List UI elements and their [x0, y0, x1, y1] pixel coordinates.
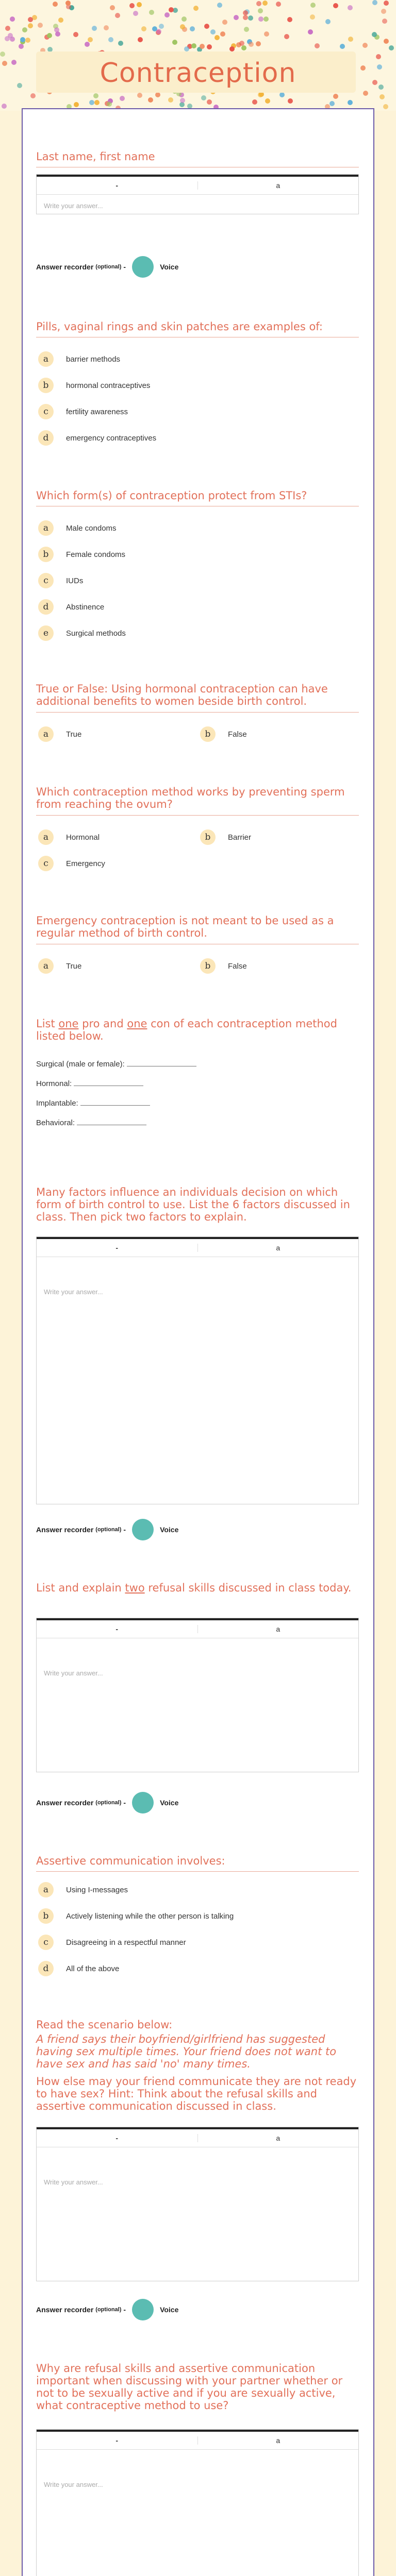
option-letter-badge: d	[38, 599, 54, 615]
confetti-dot	[310, 14, 315, 20]
question-12-label: Why are refusal skills and assertive communication important when discussing with your partner whether or not to be sexually active and if you are sexually active, what contraceptive method to use?	[36, 2362, 343, 2412]
voice-record-button[interactable]	[132, 256, 154, 278]
toolbar-minus-button[interactable]: -	[116, 2436, 119, 2445]
option-text: Surgical methods	[66, 629, 126, 638]
option-letter-badge: a	[38, 958, 54, 974]
confetti-dot	[380, 94, 385, 99]
confetti-dot	[107, 101, 112, 107]
option-q2-d[interactable]	[38, 430, 156, 446]
option-q10-b[interactable]	[38, 1908, 234, 1924]
confetti-dot	[384, 1, 389, 6]
question-5-label: Which contraception method works by preventing sperm from reaching the ovum?	[36, 786, 345, 810]
answer-placeholder: Write your answer...	[44, 2178, 103, 2186]
confetti-dot	[382, 19, 387, 24]
label-emphasis: two	[125, 1582, 145, 1594]
confetti-dot	[265, 98, 270, 104]
option-letter-badge: c	[38, 1935, 54, 1950]
confetti-dot	[362, 43, 368, 48]
voice-label: Voice	[160, 263, 179, 271]
confetti-dot	[137, 2, 142, 7]
answer-recorder	[36, 2299, 178, 2320]
confetti-dot	[120, 96, 125, 101]
voice-record-button[interactable]	[132, 2299, 154, 2320]
confetti-dot	[110, 5, 115, 10]
answer-box-q8[interactable]	[36, 1236, 359, 1504]
confetti-dot	[149, 10, 154, 15]
confetti-dot	[204, 24, 209, 29]
answer-box-q1[interactable]	[36, 174, 359, 214]
page-title: Contraception	[100, 58, 296, 89]
confetti-dot	[74, 102, 79, 107]
confetti-dot	[2, 104, 7, 109]
confetti-dot	[249, 42, 254, 47]
confetti-dot	[28, 17, 33, 22]
confetti-dot	[348, 37, 353, 42]
answer-box-q12[interactable]	[36, 2429, 359, 2576]
confetti-dot	[201, 95, 206, 100]
option-letter-badge: b	[200, 726, 216, 742]
option-letter-badge: a	[38, 829, 54, 845]
confetti-dot	[276, 2, 281, 7]
toolbar-format-button[interactable]: a	[197, 181, 359, 190]
confetti-dot	[241, 45, 246, 50]
option-q5-c[interactable]	[38, 856, 105, 871]
option-letter-badge: e	[38, 625, 54, 641]
question-2-label: Pills, vaginal rings and skin patches are examples of:	[36, 320, 323, 333]
fill-row-behavioral	[36, 1117, 146, 1127]
question-9-label	[36, 1582, 359, 1594]
option-text: False	[228, 961, 247, 971]
question-1-label: Last name, first name	[36, 150, 155, 163]
option-text: Abstinence	[66, 602, 105, 612]
recorder-label: Answer recorder	[36, 1526, 94, 1534]
confetti-dot	[243, 15, 248, 20]
question-11-label: How else may your friend communicate they are not ready to have sex? Hint: Think about the refusal skills and assertive communication discussed in class.	[36, 2075, 357, 2112]
toolbar-minus-button[interactable]: -	[116, 2134, 119, 2142]
voice-label: Voice	[160, 1526, 179, 1534]
toolbar-minus-button[interactable]: -	[116, 181, 119, 190]
option-letter-badge: c	[38, 856, 54, 871]
confetti-dot	[104, 25, 109, 30]
option-q10-c[interactable]	[38, 1935, 186, 1950]
editor-toolbar	[37, 175, 358, 195]
confetti-dot	[30, 93, 36, 98]
editor-toolbar	[37, 1618, 358, 1638]
confetti-dot	[20, 37, 25, 42]
confetti-dot	[389, 45, 394, 50]
confetti-dot	[279, 92, 285, 97]
option-q2-b[interactable]	[38, 378, 150, 393]
recorder-dash: -	[123, 1799, 126, 1807]
confetti-dot	[191, 43, 196, 48]
confetti-dot	[310, 3, 316, 8]
confetti-dot	[264, 31, 269, 37]
fill-row-implantable	[36, 1098, 150, 1108]
confetti-dot	[19, 44, 24, 49]
voice-record-button[interactable]	[132, 1792, 154, 1814]
toolbar-minus-button[interactable]: -	[116, 1625, 119, 1633]
confetti-dot	[190, 26, 195, 31]
question-6-label: Emergency contraception is not meant to be used as a regular method of birth control.	[36, 914, 334, 939]
answer-placeholder: Write your answer...	[44, 202, 103, 210]
confetti-dot	[234, 15, 239, 20]
confetti-dot	[333, 94, 338, 99]
recorder-dash: -	[123, 2306, 126, 2314]
fill-row-surgical	[36, 1059, 196, 1069]
confetti-dot	[180, 24, 185, 29]
option-q5-b[interactable]	[200, 829, 251, 845]
option-letter-badge: a	[38, 520, 54, 536]
option-q10-a[interactable]	[38, 1882, 128, 1897]
option-q3-a[interactable]	[38, 520, 117, 536]
editor-toolbar	[37, 2430, 358, 2450]
confetti-dot	[164, 12, 170, 18]
question-7-label	[36, 1018, 359, 1042]
confetti-dot	[262, 1, 268, 6]
confetti-dot	[263, 16, 269, 22]
fill-row-label: Hormonal:	[36, 1079, 72, 1088]
confetti-dot	[182, 16, 187, 22]
confetti-dot	[239, 41, 244, 46]
confetti-dot	[28, 23, 33, 28]
confetti-dot	[88, 37, 93, 42]
confetti-dot	[384, 39, 389, 44]
confetti-dot	[0, 52, 5, 57]
confetti-dot	[32, 15, 37, 20]
confetti-dot	[138, 37, 143, 42]
confetti-dot	[148, 97, 153, 103]
confetti-dot	[258, 8, 263, 13]
option-letter-badge: b	[38, 547, 54, 562]
confetti-dot	[207, 99, 212, 105]
option-text: Emergency	[66, 859, 105, 868]
question-8-label: Many factors influence an individuals decision on which form of birth control to use. List the 6 factors discussed in class. Then pick two factors to explain.	[36, 1186, 350, 1223]
confetti-dot	[115, 13, 120, 18]
option-text: Barrier	[228, 833, 252, 842]
option-q2-a[interactable]	[38, 351, 120, 367]
option-letter-badge: b	[38, 378, 54, 393]
option-q3-c[interactable]	[38, 573, 83, 588]
option-text: emergency contraceptives	[66, 433, 157, 443]
confetti-dot	[258, 92, 263, 97]
answer-box-q9[interactable]	[36, 1618, 359, 1772]
option-text: True	[66, 730, 82, 739]
option-text: Hormonal	[66, 833, 100, 842]
confetti-dot	[244, 27, 249, 32]
confetti-dot	[256, 41, 261, 46]
option-letter-badge: a	[38, 351, 54, 367]
confetti-dot	[193, 6, 199, 11]
label-part: refusal skills discussed in class today.	[144, 1582, 352, 1594]
recorder-dash: -	[123, 1526, 126, 1534]
confetti-dot	[129, 3, 135, 8]
option-text: IUDs	[66, 576, 84, 585]
fill-row-label: Implantable:	[36, 1099, 78, 1108]
confetti-dot	[92, 26, 97, 31]
option-letter-badge: a	[38, 726, 54, 742]
option-letter-badge: b	[200, 958, 216, 974]
fill-blank-input[interactable]	[127, 1059, 196, 1066]
confetti-dot	[288, 98, 293, 104]
confetti-dot	[348, 100, 353, 105]
option-q2-c[interactable]	[38, 404, 128, 419]
confetti-dot	[53, 2, 58, 7]
confetti-dot	[172, 40, 177, 45]
option-text: hormonal contraceptives	[66, 381, 151, 390]
confetti-dot	[284, 34, 289, 39]
option-text: barrier methods	[66, 354, 121, 364]
confetti-dot	[169, 7, 174, 12]
confetti-dot	[5, 26, 10, 31]
confetti-dot	[5, 36, 10, 41]
answer-placeholder: Write your answer...	[44, 2481, 103, 2488]
option-text: False	[228, 730, 247, 739]
editor-toolbar	[37, 1237, 358, 1257]
option-q3-e[interactable]	[38, 625, 126, 641]
confetti-dot	[220, 31, 225, 37]
option-letter-badge: b	[200, 829, 216, 845]
confetti-dot	[159, 24, 164, 29]
confetti-dot	[329, 101, 335, 106]
answer-recorder	[36, 1792, 178, 1814]
option-letter-badge: d	[38, 430, 54, 446]
question-divider	[36, 815, 359, 816]
recorder-optional: (optional)	[95, 2307, 122, 2313]
question-4-label: True or False: Using hormonal contraception can have additional benefits to women beside birth control.	[36, 683, 328, 707]
confetti-dot	[108, 37, 113, 42]
confetti-dot	[200, 44, 205, 49]
recorder-optional: (optional)	[95, 264, 122, 270]
option-q4-a[interactable]	[38, 726, 81, 742]
confetti-dot	[168, 97, 173, 103]
confetti-dot	[155, 92, 160, 97]
confetti-dot	[156, 29, 161, 34]
voice-label: Voice	[160, 1799, 179, 1807]
confetti-dot	[47, 33, 52, 38]
confetti-dot	[383, 104, 388, 109]
confetti-dot	[10, 37, 15, 42]
option-letter-badge: c	[38, 573, 54, 588]
confetti-dot	[22, 27, 27, 32]
confetti-dot	[248, 15, 253, 21]
answer-box-q11[interactable]	[36, 2127, 359, 2281]
fill-row-hormonal	[36, 1078, 143, 1088]
confetti-dot	[58, 18, 63, 23]
answer-recorder	[36, 256, 178, 278]
recorder-optional: (optional)	[95, 1800, 122, 1806]
option-text: Using I-messages	[66, 1885, 128, 1894]
fill-row-label: Surgical (male or female):	[36, 1060, 125, 1069]
confetti-dot	[217, 3, 222, 8]
confetti-dot	[180, 98, 185, 103]
confetti-dot	[137, 93, 142, 98]
option-text: All of the above	[66, 1964, 120, 1973]
label-emphasis: one	[58, 1018, 79, 1030]
option-q3-b[interactable]	[38, 547, 125, 562]
confetti-dot	[85, 42, 90, 47]
confetti-dot	[118, 41, 123, 46]
confetti-dot	[287, 17, 292, 22]
toolbar-minus-button[interactable]: -	[116, 1244, 119, 1252]
question-11-scenario: A friend says their boyfriend/girlfriend has suggested having sex multiple times. Your friend does not want to have sex and has said 'no' many times.	[36, 2033, 337, 2070]
option-text: Male condoms	[66, 523, 117, 533]
option-letter-badge: d	[38, 1961, 54, 1976]
confetti-dot	[214, 35, 220, 40]
recorder-label: Answer recorder	[36, 263, 94, 271]
option-letter-badge: c	[38, 404, 54, 419]
confetti-dot	[252, 99, 257, 105]
option-q6-a[interactable]	[38, 958, 81, 974]
confetti-dot	[210, 29, 216, 35]
toolbar-format-button[interactable]: a	[197, 1625, 359, 1633]
option-letter-badge: a	[38, 1882, 54, 1897]
confetti-dot	[38, 23, 43, 28]
confetti-dot	[54, 27, 59, 32]
question-10-label: Assertive communication involves:	[36, 1855, 225, 1867]
fill-row-label: Behavioral:	[36, 1118, 75, 1127]
confetti-dot	[258, 16, 263, 22]
confetti-dot	[133, 11, 138, 16]
option-text: True	[66, 961, 82, 971]
confetti-dot	[184, 46, 189, 52]
confetti-dot	[340, 44, 345, 49]
option-q4-b[interactable]	[200, 726, 247, 742]
confetti-dot	[363, 91, 368, 96]
fill-blank-input[interactable]	[80, 1098, 150, 1106]
confetti-dot	[222, 20, 227, 25]
label-part: List	[36, 1018, 59, 1030]
confetti-dot	[93, 93, 98, 98]
label-part: List and explain	[36, 1582, 125, 1594]
option-q10-d[interactable]	[38, 1961, 119, 1976]
recorder-label: Answer recorder	[36, 1799, 94, 1807]
recorder-dash: -	[123, 263, 126, 271]
toolbar-format-button[interactable]: a	[197, 2134, 359, 2142]
confetti-dot	[381, 9, 386, 14]
question-divider	[36, 1871, 359, 1872]
question-divider	[36, 712, 359, 713]
recorder-label: Answer recorder	[36, 2306, 94, 2314]
confetti-dot	[325, 19, 331, 24]
label-part: pro and	[78, 1018, 127, 1030]
confetti-dot	[10, 16, 15, 22]
answer-recorder	[36, 1519, 178, 1540]
option-text: Disagreeing in a respectful manner	[66, 1938, 186, 1947]
editor-toolbar	[37, 2127, 358, 2147]
confetti-dot	[73, 32, 78, 37]
option-text: Actively listening while the other person is talking	[66, 1911, 234, 1921]
label-emphasis: one	[127, 1018, 147, 1030]
confetti-dot	[256, 1, 261, 6]
confetti-dot	[348, 5, 353, 10]
confetti-dot	[94, 100, 100, 105]
answer-placeholder: Write your answer...	[44, 1669, 103, 1677]
confetti-dot	[315, 43, 320, 48]
confetti-dot	[207, 44, 212, 49]
toolbar-format-button[interactable]: a	[197, 2436, 359, 2445]
option-text: fertility awareness	[66, 407, 128, 416]
recorder-optional: (optional)	[95, 1527, 122, 1533]
option-q3-d[interactable]	[38, 599, 104, 615]
confetti-dot	[229, 46, 235, 52]
confetti-dot	[65, 1, 71, 6]
confetti-dot	[25, 38, 30, 43]
option-q6-b[interactable]	[200, 958, 247, 974]
confetti-dot	[333, 3, 338, 8]
confetti-dot	[89, 100, 94, 105]
fill-blank-input[interactable]	[77, 1117, 146, 1125]
option-letter-badge: b	[38, 1908, 54, 1924]
option-text: Female condoms	[66, 550, 126, 559]
toolbar-format-button[interactable]: a	[197, 1244, 359, 1252]
header-banner	[0, 0, 396, 111]
voice-label: Voice	[160, 2306, 179, 2314]
question-11-intro: Read the scenario below:	[36, 2019, 173, 2031]
question-3-label: Which form(s) of contraception protect from STIs?	[36, 489, 307, 502]
answer-placeholder: Write your answer...	[44, 1288, 103, 1296]
confetti-dot	[308, 29, 313, 35]
confetti-dot	[372, 0, 377, 5]
voice-record-button[interactable]	[132, 1519, 154, 1540]
option-q5-a[interactable]	[38, 829, 100, 845]
label-part: con of each contraception method listed below.	[36, 1018, 337, 1042]
fill-blank-input[interactable]	[74, 1078, 143, 1086]
confetti-dot	[141, 26, 146, 31]
